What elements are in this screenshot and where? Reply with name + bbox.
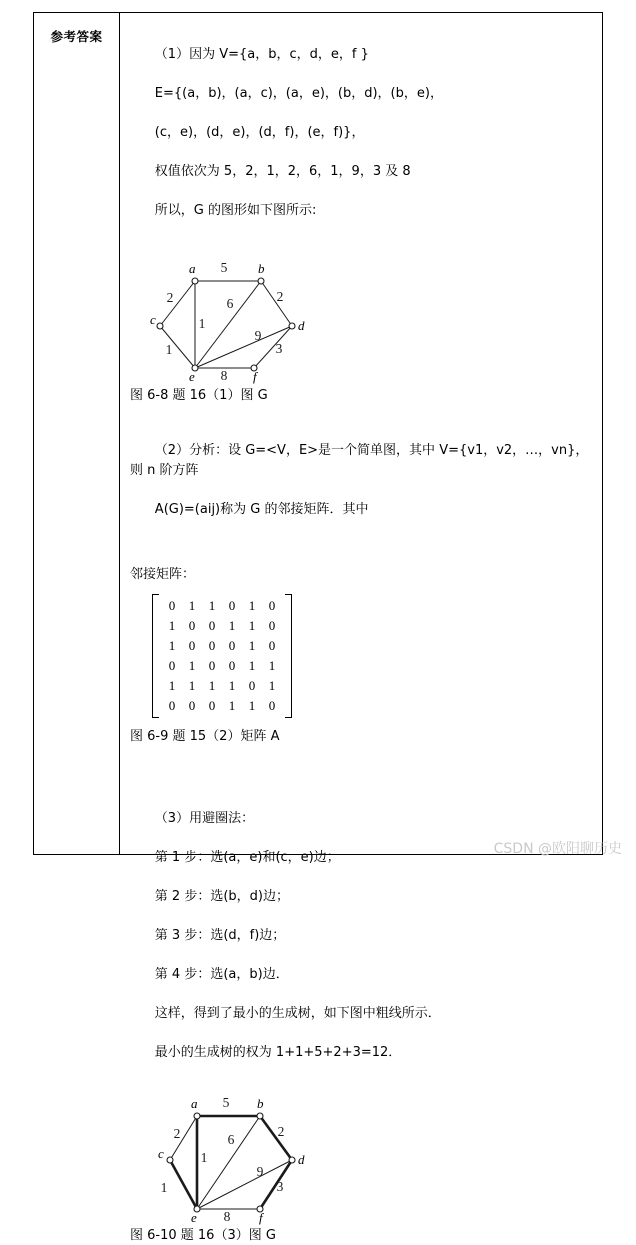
matrix-cell: 1 [168, 638, 176, 653]
section1-line-3: (c，e)，(d，e)，(d，f)，(e，f)}， [154, 124, 365, 140]
section3-line-3: 第 2 步：选(b，d)边； [154, 888, 289, 904]
edge-weight-ac: 2 [166, 289, 174, 305]
matrix-cell: 1 [188, 678, 196, 693]
section1-text [130, 25, 594, 240]
edge-weight-ef: 8 [223, 1208, 231, 1224]
edge-weight-ae: 1 [198, 315, 206, 331]
matrix-cell: 0 [228, 658, 236, 673]
answer-table [33, 12, 603, 1243]
matrix-grid [159, 594, 285, 718]
matrix-cell: 1 [208, 598, 216, 613]
edge-weight-bd: 2 [276, 288, 284, 304]
graph-vertex-d [289, 323, 295, 329]
matrix-cell: 1 [228, 618, 236, 633]
matrix-cell: 0 [268, 638, 276, 653]
matrix-cell: 1 [168, 678, 176, 693]
matrix-cell: 0 [168, 658, 176, 673]
matrix-cell: 0 [268, 618, 276, 633]
section3-text [130, 789, 594, 1082]
matrix-cell: 0 [168, 698, 176, 713]
matrix-cell: 1 [208, 678, 216, 693]
matrix-heading: 邻接矩阵： [130, 566, 196, 582]
graph-vertex-a [194, 1113, 200, 1119]
edge-weight-de: 9 [254, 327, 262, 343]
graph-1-svg [130, 246, 330, 386]
section3-line-6: 这样，得到了最小的生成树，如下图中粗线所示． [154, 1005, 441, 1021]
section3-line-1: （3）用避圈法： [154, 810, 255, 826]
edge-weight-df: 3 [275, 340, 283, 356]
edge-weight-ce: 1 [165, 341, 173, 357]
vertex-label-f: f [253, 368, 257, 384]
section2-text [130, 422, 594, 539]
figure-3-caption: 图 6-10 题 16（3）图 G [130, 1227, 276, 1243]
edge-weight-bd: 2 [277, 1123, 285, 1139]
vertex-label-d: d [298, 317, 305, 333]
matrix-cell: 0 [168, 598, 176, 613]
section1-line-5: 所以，G 的图形如下图所示: [154, 202, 317, 218]
matrix-cell: 1 [248, 598, 256, 613]
matrix-cell: 1 [248, 658, 256, 673]
matrix-cell: 1 [248, 638, 256, 653]
section3-line-4: 第 3 步：选(d，f)边； [154, 927, 286, 943]
matrix-cell: 1 [268, 678, 276, 693]
vertex-label-a: a [189, 260, 196, 276]
edge-weight-be: 6 [226, 295, 234, 311]
section2-line-1: （2）分析：设 G=<V，E>是一个简单图，其中 V={v1，v2，…，vn}，则 n 阶方阵 [130, 443, 589, 478]
matrix-cell: 0 [208, 658, 216, 673]
matrix-cell: 0 [188, 698, 196, 713]
graph-vertex-a [192, 278, 198, 284]
graph-vertex-b [258, 278, 264, 284]
edge-weight-ce: 1 [160, 1179, 168, 1195]
matrix-cell: 0 [268, 598, 276, 613]
edge-weight-ab: 5 [222, 1094, 230, 1110]
graph-vertex-c [167, 1157, 173, 1163]
matrix-cell: 0 [248, 678, 256, 693]
matrix-cell: 0 [188, 618, 196, 633]
section1-line-2: E={(a，b)，(a，c)，(a，e)，(b，d)，(b，e)， [154, 85, 443, 101]
figure-1-caption: 图 6-8 题 16（1）图 G [130, 387, 268, 403]
vertex-label-c: c [150, 311, 156, 327]
matrix-cell: 1 [248, 618, 256, 633]
figure-graph-2 [130, 1088, 594, 1226]
adjacency-matrix [152, 594, 292, 718]
matrix-cell: 0 [208, 638, 216, 653]
section3-line-7: 最小的生成树的权为 1+1+5+2+3=12． [154, 1044, 402, 1060]
edge-weight-df: 3 [276, 1178, 284, 1194]
matrix-cell: 1 [228, 698, 236, 713]
matrix-cell: 1 [168, 618, 176, 633]
vertex-label-e: e [191, 1209, 197, 1225]
graph-edge-ce [170, 1160, 197, 1209]
graph-edge-ac [160, 281, 195, 326]
graph-vertex-b [257, 1113, 263, 1119]
matrix-cell: 0 [208, 698, 216, 713]
matrix-cell: 1 [228, 678, 236, 693]
matrix-cell: 1 [268, 658, 276, 673]
answer-label-cell [34, 13, 120, 854]
section3-line-5: 第 4 步：选(a，b)边． [154, 966, 289, 982]
figure-2-caption: 图 6-9 题 15（2）矩阵 A [130, 729, 280, 744]
edge-weight-ac: 2 [173, 1125, 181, 1141]
matrix-cell: 0 [228, 638, 236, 653]
section3-line-2: 第 1 步：选(a，e)和(c，e)边； [154, 849, 340, 865]
vertex-label-a: a [191, 1095, 198, 1111]
edge-weight-be: 6 [227, 1131, 235, 1147]
matrix-left-bracket [152, 594, 159, 718]
graph-vertex-d [289, 1157, 295, 1163]
vertex-label-b: b [257, 1095, 264, 1111]
csdn-watermark: CSDN @欧阳聊历史 [493, 841, 622, 857]
figure-graph-1 [130, 246, 594, 386]
matrix-cell: 1 [188, 598, 196, 613]
section2-line-2: A(G)=(aij)称为 G 的邻接矩阵．其中 [154, 501, 369, 517]
answer-body-cell [120, 13, 602, 1243]
matrix-cell: 1 [248, 698, 256, 713]
edge-weight-ab: 5 [220, 259, 228, 275]
section1-line-1: （1）因为 V={a，b，c，d，e，f } [154, 46, 369, 62]
graph-vertex-c [157, 323, 163, 329]
edge-weight-ae: 1 [200, 1149, 208, 1165]
graph-2-svg [130, 1088, 330, 1228]
section1-line-4: 权值依次为 5，2，1，2，6，1，9，3 及 8 [154, 163, 411, 179]
vertex-label-b: b [258, 260, 265, 276]
vertex-label-f: f [259, 1209, 263, 1225]
graph-edge-bd [260, 1116, 292, 1160]
matrix-cell: 1 [188, 658, 196, 673]
answer-label: 参考答案 [50, 29, 103, 44]
vertex-label-d: d [298, 1151, 305, 1167]
matrix-cell: 0 [188, 638, 196, 653]
vertex-label-c: c [158, 1145, 164, 1161]
matrix-cell: 0 [268, 698, 276, 713]
matrix-cell: 0 [228, 598, 236, 613]
edge-weight-ef: 8 [220, 367, 228, 383]
edge-weight-de: 9 [256, 1163, 264, 1179]
vertex-label-e: e [189, 368, 195, 384]
matrix-right-bracket [285, 594, 292, 718]
matrix-cell: 0 [208, 618, 216, 633]
